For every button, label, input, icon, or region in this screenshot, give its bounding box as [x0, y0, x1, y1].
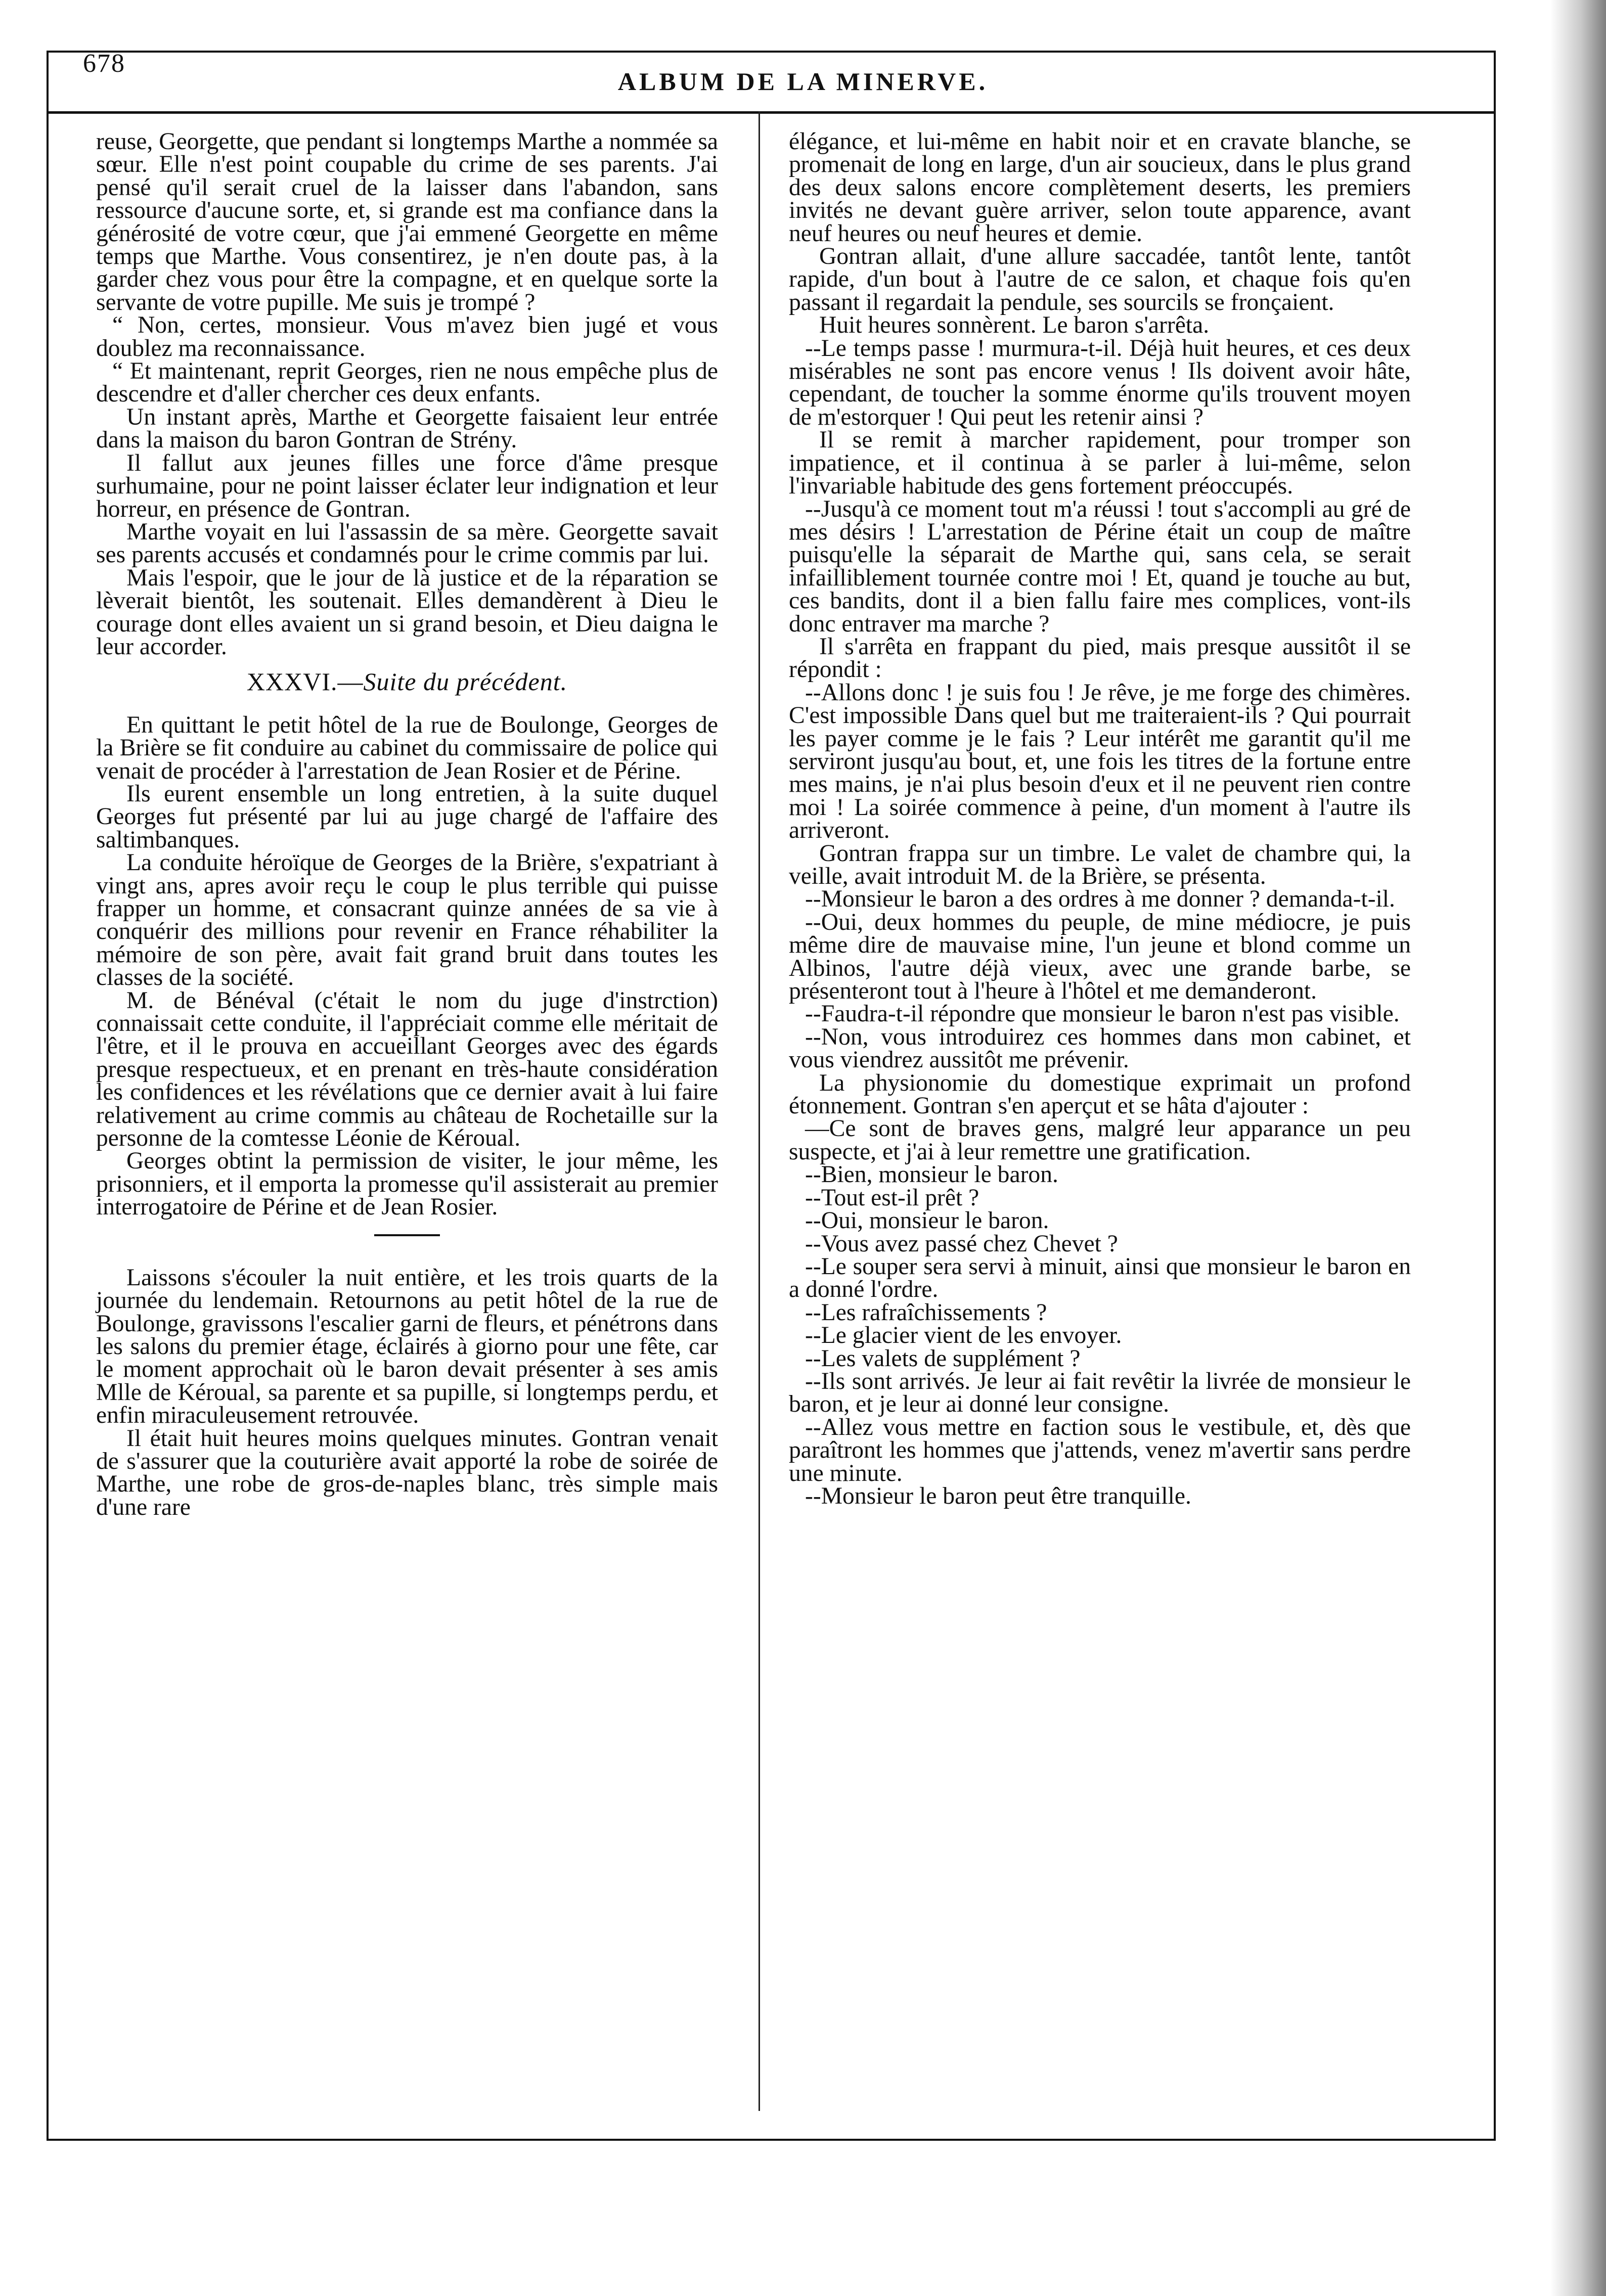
section-heading: [96, 667, 718, 696]
dialogue-line: --Vous avez passé chez Chevet ?: [805, 1230, 1118, 1257]
page-number: 678: [83, 49, 125, 78]
paragraph: La conduite héroïque de Georges de la Brière, s'expatriant à vingt ans, apres avoir reçu le coup le plus terrible qui puisse frapper un homme, et consacrant quinze années de sa vie à conquérir des millions pour revenir en France réhabiliter la mémoire de son père, avait fait grand bruit dans toutes les classes de la société.: [96, 849, 718, 991]
right-column: [789, 130, 1411, 1508]
section-separator: [374, 1234, 440, 1236]
header-rule: [47, 111, 1496, 114]
paragraph: Ils eurent ensemble un long entretien, à la suite duquel Georges fut présenté par lui au juge chargé de l'affaire des saltimbanques.: [96, 780, 718, 853]
dialogue-line: --Faudra-t-il répondre que monsieur le baron n'est pas visible.: [805, 1001, 1400, 1027]
paragraph: Georges obtint la permission de visiter, le jour même, les prisonniers, et il emporta la promesse qu'il assisterait au premier interrogatoire de Périne et de Jean Rosier.: [96, 1148, 718, 1221]
dialogue-line: --Monsieur le baron peut être tranquille.: [805, 1482, 1191, 1509]
dialogue-line: --Oui, deux hommes du peuple, de mine médiocre, je puis même dire de mauvaise mine, l'un jeune et blond comme un Albinos, l'autre déjà vieux, avec une grande barbe, se présenteront tout à l'heure à l'hôtel et me demanderont.: [789, 909, 1411, 1005]
paragraph: “ Non, certes, monsieur. Vous m'avez bien jugé et vous doublez ma reconnaissance.: [96, 312, 718, 362]
dialogue-line: --Oui, monsieur le baron.: [805, 1207, 1049, 1234]
dialogue-line: --Allez vous mettre en faction sous le vestibule, et, dès que paraîtront les hommes que j'attends, venez m'avertir sans perdre une minute.: [789, 1414, 1411, 1487]
paragraph: Il fallut aux jeunes filles une force d'âme presque surhumaine, pour ne point laisser éclater leur indignation et leur horreur, en présence de Gontran.: [96, 449, 718, 522]
paragraph: Il se remit à marcher rapidement, pour tromper son impatience, et il continua à se parler à lui-même, selon l'invariable habitude des gens fortement préoccupés.: [789, 427, 1411, 500]
column-divider: [759, 111, 760, 2111]
journal-title: ALBUM DE LA MINERVE.: [617, 67, 989, 96]
paragraph: Il était huit heures moins quelques minutes. Gontran venait de s'assurer que la couturière avait apporté la robe de soirée de Marthe, une robe de gros-de-naples blanc, très simple mais d'une rare: [96, 1425, 718, 1520]
paragraph: Mais l'espoir, que le jour de là justice et de la réparation se lèverait bientôt, les soutenait. Elles demandèrent à Dieu le courage dont elles avaient un si grand besoin, et Dieu daigna le leur accorder.: [96, 564, 718, 660]
right-border-rule: [1494, 51, 1496, 2141]
dialogue-line: --Ils sont arrivés. Je leur ai fait revêtir la livrée de monsieur le baron, et je leur ai donné leur consigne.: [789, 1368, 1411, 1418]
left-column: [96, 130, 718, 1519]
dialogue-line: --Les rafraîchissements ?: [805, 1299, 1047, 1326]
dialogue-line: --Non, vous introduirez ces hommes dans mon cabinet, et vous viendrez aussitôt me prévenir.: [789, 1023, 1411, 1073]
section-number: XXXVI.—: [246, 667, 364, 696]
paragraph: Huit heures sonnèrent. Le baron s'arrêta.: [819, 312, 1210, 339]
paragraph: En quittant le petit hôtel de la rue de Boulonge, Georges de la Brière se fit conduire au cabinet du commissaire de police qui venait de procéder à l'arrestation de Jean Rosier et de Périne.: [96, 711, 718, 784]
left-border-rule: [47, 51, 49, 2141]
paragraph: M. de Bénéval (c'était le nom du juge d'instrction) connaissait cette conduite, il l'appréciait comme elle méritait de l'être, et il le prouva en accueillant Georges avec des égards presque respectueux, et en prenant en très-haute considération les confidences et les révélations que ce dernier avait à lui faire relativement au crime commis au château de Rochetaille sur la personne de la comtesse Léonie de Kéroual.: [96, 987, 718, 1152]
top-border-rule: [47, 51, 1496, 53]
paragraph: Marthe voyait en lui l'assassin de sa mère. Georgette savait ses parents accusés et condamnés pour le crime commis par lui.: [96, 518, 718, 568]
section-subtitle: Suite du précédent.: [363, 667, 568, 696]
dialogue-line: --Tout est-il prêt ?: [805, 1184, 979, 1211]
dialogue-line: --Monsieur le baron a des ordres à me donner ? demanda-t-il.: [805, 886, 1395, 913]
paragraph: élégance, et lui-même en habit noir et en cravate blanche, se promenait de long en large, d'un air soucieux, dans le plus grand des deux salons encore complètement deserts, les premiers invités ne devant guère arriver, selon toute apparence, avant neuf heures ou neuf heures et demie.: [789, 128, 1411, 247]
dialogue-line: —Ce sont de braves gens, malgré leur apparance un peu suspecte, et j'ai à leur remettre une gratification.: [789, 1115, 1411, 1165]
paragraph: “ Et maintenant, reprit Georges, rien ne nous empêche plus de descendre et d'aller chercher ces deux enfants.: [96, 358, 718, 408]
dialogue-line: --Le glacier vient de les envoyer.: [805, 1322, 1122, 1349]
bottom-border-rule: [47, 2139, 1496, 2141]
dialogue-line: --Allons donc ! je suis fou ! Je rêve, je me forge des chimères. C'est impossible Dans quel but me traiteraient-ils ? Qui pourrait les payer comme je le fais ? Leur intérêt me garantit qu'il me serviront jusqu'au bout, et, une fois les titres de la fortune entre mes mains, je n'ai plus besoin d'eux et il ne peuvent rien contre moi ! La soirée commence à peine, d'un moment à l'autre ils arriveront.: [789, 679, 1411, 844]
dialogue-line: --Les valets de supplément ?: [805, 1345, 1081, 1372]
paragraph: Laissons s'écouler la nuit entière, et les trois quarts de la journée du lendemain. Retournons au petit hôtel de la rue de Boulonge, gravissons l'escalier garni de fleurs, et pénétrons dans les salons du premier étage, éclairés à giorno pour une fête, car le moment approchait où le baron devait présenter à ses amis Mlle de Kéroual, sa parente et sa pupille, si longtemps perdu, et enfin miraculeusement retrouvée.: [96, 1264, 718, 1429]
dialogue-line: --Bien, monsieur le baron.: [805, 1161, 1058, 1188]
paragraph: Un instant après, Marthe et Georgette faisaient leur entrée dans la maison du baron Gontran de Strény.: [96, 403, 718, 454]
paragraph: Il s'arrêta en frappant du pied, mais presque aussitôt il se répondit :: [789, 633, 1411, 683]
paragraph: Gontran allait, d'une allure saccadée, tantôt lente, tantôt rapide, d'un bout à l'autre de ce salon, et chaque fois qu'en passant il regardait la pendule, ses sourcils se fronçaient.: [789, 243, 1411, 316]
page-edge-shadow: [1550, 0, 1606, 2296]
dialogue-line: --Le temps passe ! murmura-t-il. Déjà huit heures, et ces deux misérables ne sont pas encore venus ! Ils doivent avoir hâte, cependant, de toucher la somme énorme qu'ils trouvent moyen de m'estorquer ! Qui peut les retenir ainsi ?: [789, 335, 1411, 430]
paragraph: La physionomie du domestique exprimait un profond étonnement. Gontran s'en aperçut et se hâta d'ajouter :: [789, 1069, 1411, 1119]
paragraph: Gontran frappa sur un timbre. Le valet de chambre qui, la veille, avait introduit M. de la Brière, se présenta.: [789, 840, 1411, 889]
paragraph: reuse, Georgette, que pendant si longtemps Marthe a nommée sa sœur. Elle n'est point coupable du crime de ses parents. J'ai pensé qu'il serait cruel de la laisser dans l'abandon, sans ressource d'aucune sorte, et, si grande est ma confiance dans la générosité de votre cœur, que j'ai emmené Georgette en même temps que Marthe. Vous consentirez, je n'en doute pas, à la garder chez vous pour être la compagne, et en quelque sorte la servante de votre pupille. Me suis je trompé ?: [96, 128, 718, 316]
dialogue-line: --Jusqu'à ce moment tout m'a réussi ! tout s'accompli au gré de mes désirs ! L'arrestation de Périne était un coup de maître puisqu'elle la séparait de Marthe qui, sans cela, se serait infailliblement tournée contre moi ! Et, quand je touche au but, ces bandits, dont il a bien fallu faire mes complices, vont-ils donc entraver ma marche ?: [789, 496, 1411, 637]
dialogue-line: --Le souper sera servi à minuit, ainsi que monsieur le baron en a donné l'ordre.: [789, 1253, 1411, 1303]
